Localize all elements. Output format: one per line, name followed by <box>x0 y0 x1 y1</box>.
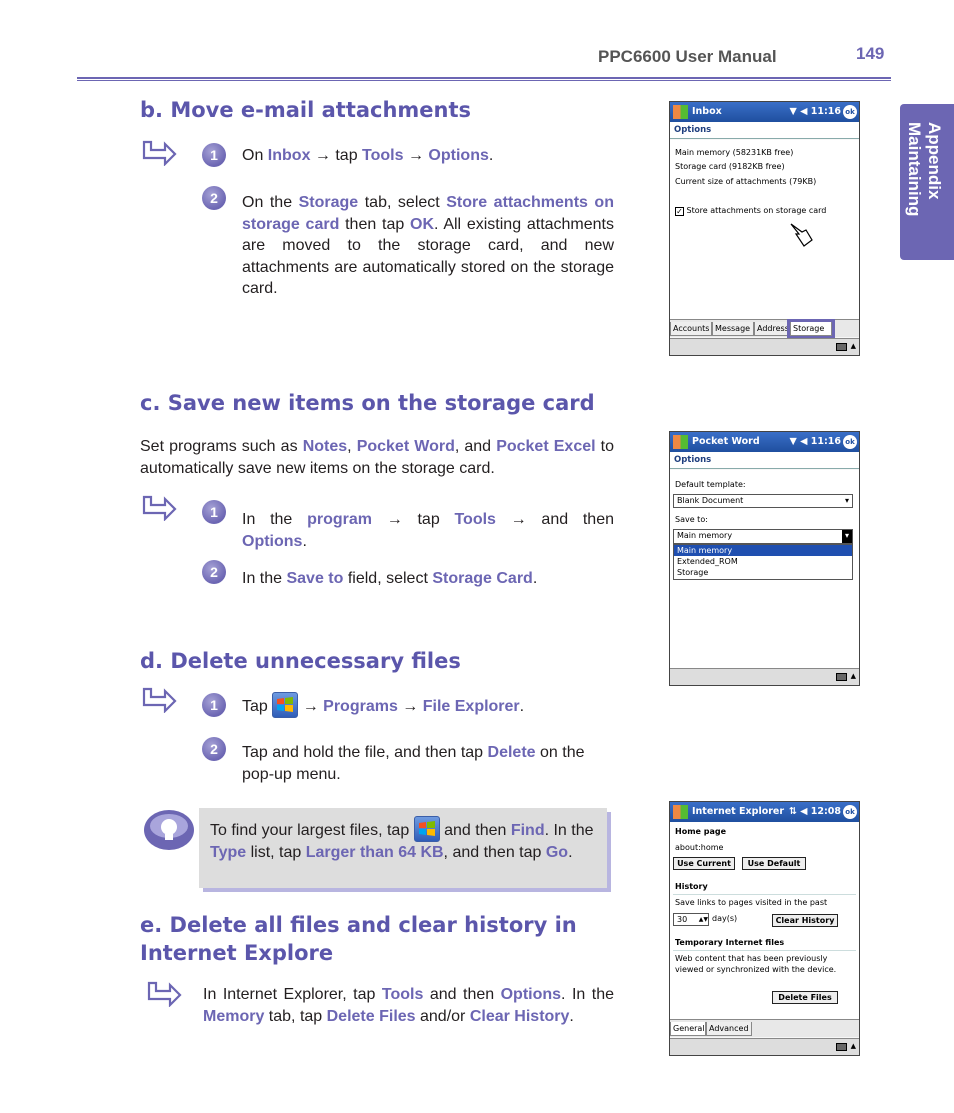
tip-text: To find your largest files, tap and then Find. In the Type list, tap Larger than 64 KB, and then tap Go. <box>210 816 602 864</box>
windows-start-icon <box>414 816 440 842</box>
section-c-intro: Set programs such as Notes, Pocket Word, and Pocket Excel to automatically save new items on the storage card. <box>140 438 615 477</box>
section-d-step2: Tap and hold the file, and then tap Delete on the pop-up menu. <box>242 744 585 783</box>
pointing-hand-icon <box>141 685 177 713</box>
header-rule <box>77 77 891 81</box>
inbox-options-screenshot: Inbox ▼ ◀ 11:16 ok Options Main memory (58231KB free) Storage card (9182KB free) Current size of attachments (79KB) ✓ Store attachments on storage card Accounts Message Address Storage ▲ <box>669 101 860 356</box>
step-number-icon: 1 <box>202 143 226 167</box>
windows-start-icon <box>673 105 688 119</box>
section-e-body: In Internet Explorer, tap Tools and then Options. In the Memory tab, tap Delete Files and/or Clear History. <box>203 986 615 1025</box>
pointing-hand-icon <box>146 979 182 1007</box>
step-number-icon: 1 <box>202 500 226 524</box>
section-b-step1: On Inbox → tap Tools → Options. <box>242 147 494 164</box>
windows-start-icon <box>673 435 688 449</box>
keyboard-icon <box>836 673 847 681</box>
header-title: PPC6600 User Manual <box>598 47 777 66</box>
section-c-step1: In the program → tap Tools → and then Options. <box>242 511 614 550</box>
page-number: 149 <box>856 44 885 63</box>
windows-start-icon <box>272 692 298 718</box>
section-c-step2: In the Save to field, select Storage Card. <box>242 570 538 587</box>
section-c-title: c. Save new items on the storage card <box>140 391 595 415</box>
lightbulb-tip-icon <box>143 808 195 852</box>
keyboard-icon <box>836 1043 847 1051</box>
ok-icon: ok <box>843 435 857 449</box>
section-b-step2: On the Storage tab, select Store attachments on storage card then tap OK. All existing attachments are moved to the storage card, and new attachments are automatically stored on the storage card. <box>242 194 615 297</box>
pointing-hand-icon <box>141 493 177 521</box>
side-tab <box>900 104 954 260</box>
windows-start-icon <box>673 805 688 819</box>
ok-icon: ok <box>843 805 857 819</box>
step-number-icon: 2 <box>202 560 226 584</box>
step-number-icon: 2 <box>202 186 226 210</box>
ok-icon: ok <box>843 105 857 119</box>
stylus-hand-icon <box>786 220 816 250</box>
pointing-hand-icon <box>141 138 177 166</box>
section-d-step1: Tap → Programs → File Explorer. <box>242 692 622 720</box>
step-number-icon: 2 <box>202 737 226 761</box>
internet-explorer-options-screenshot: Internet Explorer ⇅ ◀ 12:08 ok Home page about:home Use Current Use Default History Save links to pages visited in the past 30 ▲▼ day(s) Clear History Temporary Internet files Web content that has been previously viewed or synchronized with the device. Delete Files General Advanced ▲ <box>669 801 860 1056</box>
side-tab-label: Appendix Maintaining <box>905 122 944 217</box>
section-b-title: b. Move e-mail attachments <box>140 98 472 122</box>
section-e-title: e. Delete all files and clear history in Internet Explore <box>140 913 577 965</box>
keyboard-icon <box>836 343 847 351</box>
pocket-word-options-screenshot: Pocket Word ▼ ◀ 11:16 ok Options Default template: Blank Document ▾ Save to: Main memory ▾ Main memory Extended_ROM Storage ▲ <box>669 431 860 686</box>
section-d-title: d. Delete unnecessary files <box>140 649 461 673</box>
step-number-icon: 1 <box>202 693 226 717</box>
